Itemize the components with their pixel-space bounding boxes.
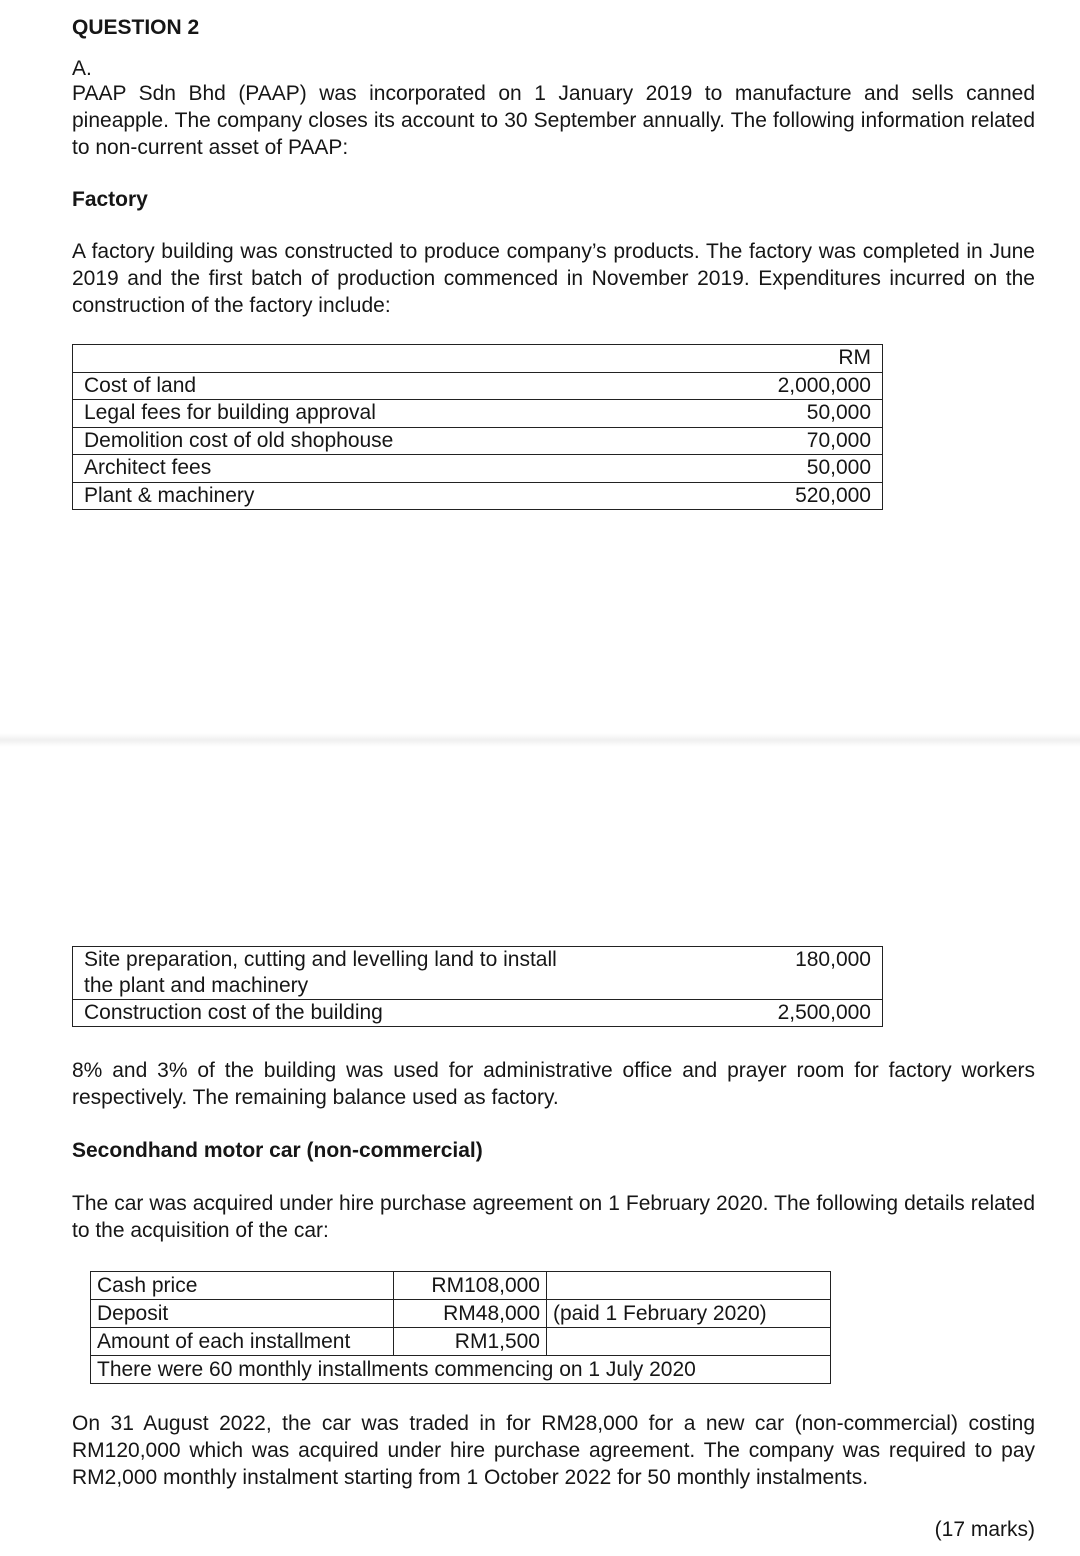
- question-heading: QUESTION 2: [72, 16, 200, 39]
- car-details-table: [90, 1271, 831, 1384]
- table-row: [91, 1300, 831, 1328]
- table-row: [73, 455, 883, 483]
- car-detail-value: RM108,000: [394, 1272, 547, 1300]
- cost-label: [73, 947, 729, 1000]
- currency-header: RM: [673, 345, 883, 373]
- car-detail-value: RM1,500: [394, 1328, 547, 1356]
- car-description: The car was acquired under hire purchase agreement on 1 February 2020. The following details related to the acquisition of the car:: [72, 1192, 1035, 1242]
- car-detail-label: Cash price: [91, 1272, 394, 1300]
- factory-cost-table-continued: [72, 946, 883, 1027]
- cost-label: Demolition cost of old shophouse: [73, 427, 673, 455]
- car-detail-value: RM48,000: [394, 1300, 547, 1328]
- table-row: [73, 400, 883, 428]
- car-detail-note: [547, 1328, 831, 1356]
- table-row: [73, 947, 883, 1000]
- table-row: [91, 1356, 831, 1384]
- cost-label: Architect fees: [73, 455, 673, 483]
- car-detail-label: Amount of each installment: [91, 1328, 394, 1356]
- car-detail-note: (paid 1 February 2020): [547, 1300, 831, 1328]
- car-heading: Secondhand motor car (non-commercial): [72, 1139, 483, 1162]
- table-row: [91, 1272, 831, 1300]
- part-label: A.: [72, 57, 92, 80]
- table-row: [73, 482, 883, 510]
- factory-description: A factory building was constructed to produce company’s products. The factory was completed in June 2019 and the first batch of production commenced in November 2019. Expenditures incurred on the construction of the factory include:: [72, 240, 1035, 317]
- cost-label: Plant & machinery: [73, 482, 673, 510]
- table-row: [91, 1328, 831, 1356]
- cost-label: Legal fees for building approval: [73, 400, 673, 428]
- table-header-row: [73, 345, 883, 373]
- cost-amount: 50,000: [673, 455, 883, 483]
- table-row: [73, 1000, 883, 1027]
- cost-amount: 520,000: [673, 482, 883, 510]
- factory-heading: Factory: [72, 188, 148, 211]
- intro-paragraph: PAAP Sdn Bhd (PAAP) was incorporated on 1 January 2019 to manufacture and sells canned pineapple. The company closes its account to 30 September annually. The following information related to non-current asset of PAAP:: [72, 82, 1035, 159]
- cost-amount: 70,000: [673, 427, 883, 455]
- trade-in-paragraph: On 31 August 2022, the car was traded in for RM28,000 for a new car (non-commercial) costing RM120,000 which was acquired under hire purchase agreement. The company was required to pay RM2,000 monthly instalment starting from 1 October 2022 for 50 monthly instalments.: [72, 1412, 1035, 1489]
- table-row: [73, 427, 883, 455]
- marks-label: (17 marks): [934, 1518, 1035, 1541]
- cost-amount: 2,000,000: [673, 372, 883, 400]
- car-detail-label: Deposit: [91, 1300, 394, 1328]
- cost-label: Construction cost of the building: [73, 1000, 729, 1027]
- scan-smudge: [0, 733, 1080, 747]
- cost-label: Cost of land: [73, 372, 673, 400]
- cost-amount: 180,000: [729, 947, 883, 1000]
- car-detail-note: [547, 1272, 831, 1300]
- building-usage-note: 8% and 3% of the building was used for administrative office and prayer room for factory workers respectively. The remaining balance used as factory.: [72, 1059, 1035, 1109]
- cost-label-line1: Site preparation, cutting and levelling land to install: [84, 948, 557, 971]
- installments-note: There were 60 monthly installments commencing on 1 July 2020: [91, 1356, 831, 1384]
- cost-amount: 50,000: [673, 400, 883, 428]
- table-row: [73, 372, 883, 400]
- factory-cost-table: [72, 344, 883, 510]
- cost-amount: 2,500,000: [729, 1000, 883, 1027]
- cost-label-line2: the plant and machinery: [84, 974, 309, 997]
